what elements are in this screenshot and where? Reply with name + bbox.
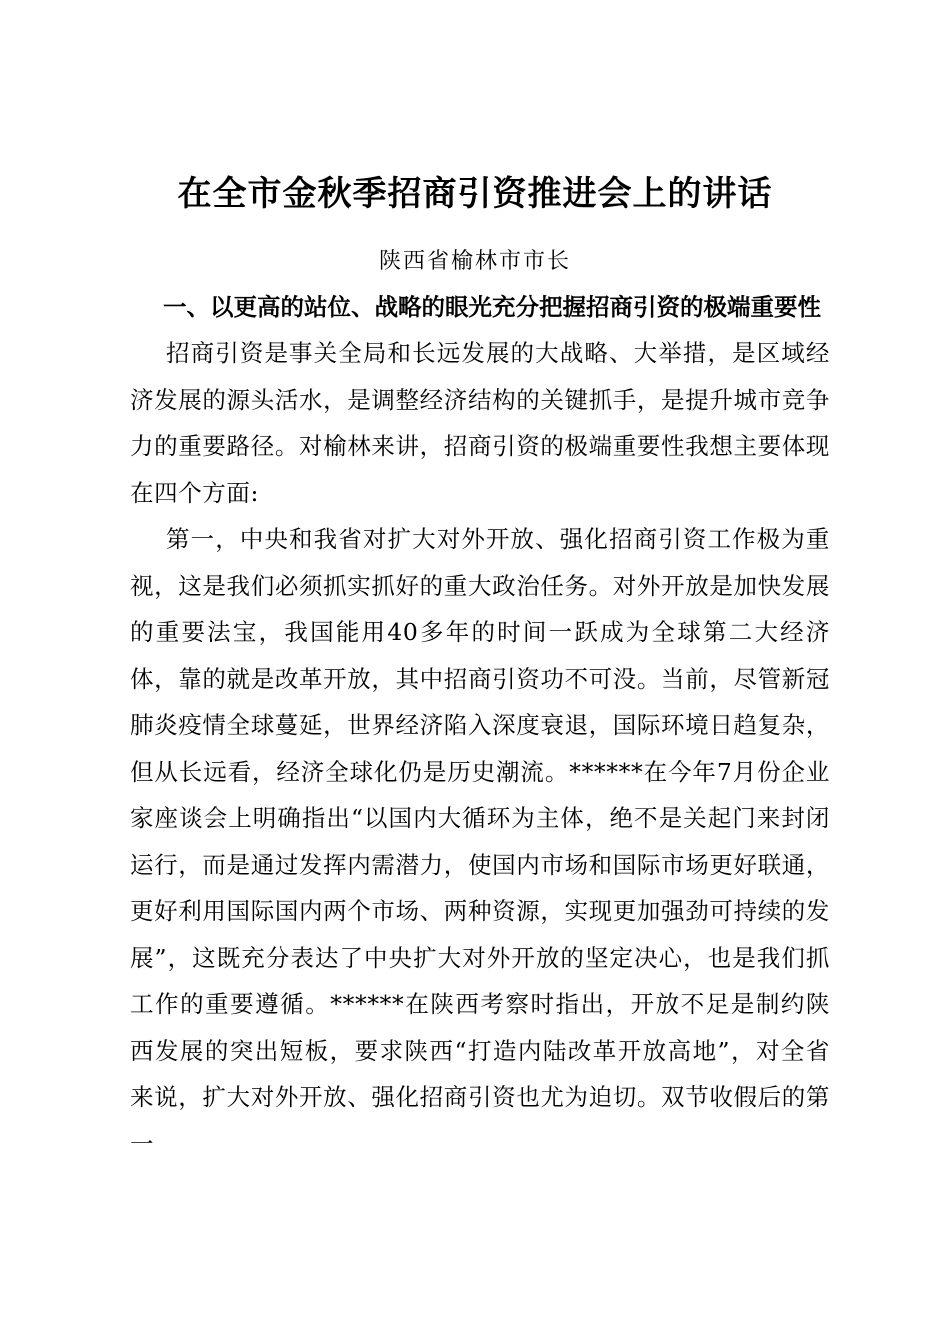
document-body [130,284,830,1167]
paragraph: 第一，中央和我省对扩大对外开放、强化招商引资工作极为重视，这是我们必须抓实抓好的重大政治任务。对外开放是加快发展的重要法宝，我国能用40多年的时间一跃成为全球第二大经济体，靠的就是改革开放，其中招商引资功不可没。当前，尽管新冠肺炎疫情全球蔓延，世界经济陷入深度衰退，国际环境日趋复杂，但从长远看，经济全球化仍是历史潮流。******在今年7月份企业家座谈会上明确指出“以国内大循环为主体，绝不是关起门来封闭运行，而是通过发挥内需潜力，使国内市场和国际市场更好联通，更好利用国际国内两个市场、两种资源，实现更加强劲可持续的发展”，这既充分表达了中央扩大对外开放的坚定决心，也是我们抓工作的重要遵循。******在陕西考察时指出，开放不足是制约陕西发展的突出短板，要求陕西“打造内陆改革开放高地”，对全省来说，扩大对外开放、强化招商引资也尤为迫切。双节收假后的第一 [130,525,830,1158]
document-author: 陕西省榆林市市长 [378,249,571,274]
paragraph: 招商引资是事关全局和长远发展的大战略、大举措，是区域经济发展的源头活水，是调整经济结构的关键抓手，是提升城市竞争力的重要路径。对榆林来讲，招商引资的极端重要性我想主要体现在四个方面: [130,339,830,507]
document-title: 在全市金秋季招商引资推进会上的讲话 [177,174,773,214]
section-heading: 一、以更高的站位、战略的眼光充分把握招商引资的极端重要性 [163,293,821,321]
